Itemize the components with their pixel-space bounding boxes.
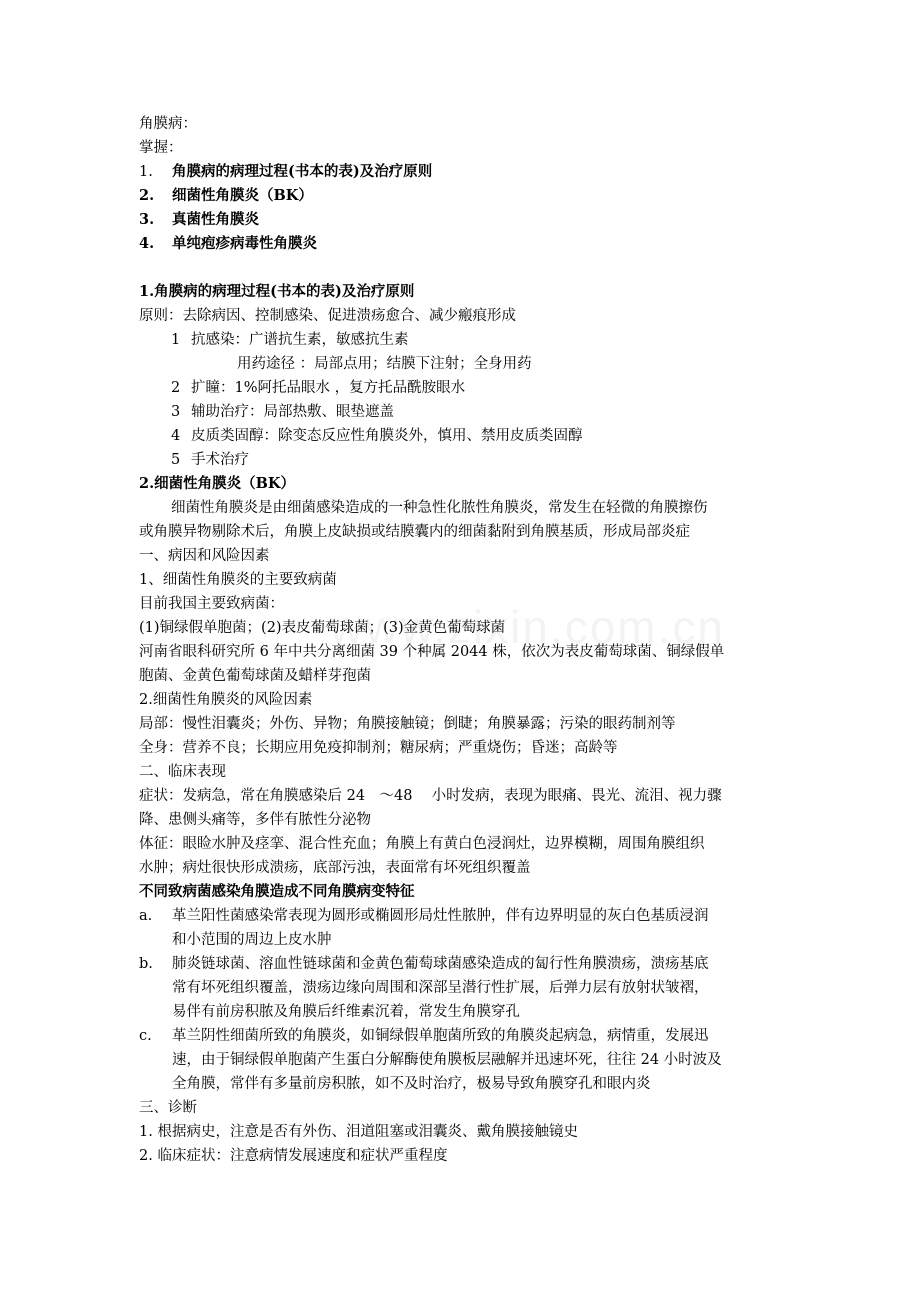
paragraph-line: 全身：营养不良；长期应用免疫抑制剂；糖尿病；严重烧伤；昏迷；高龄等 xyxy=(139,740,618,756)
list-item: a. 革兰阳性菌感染常表现为圆形或椭圆形局灶性脓肿，伴有边界明显的灰白色基质浸润 xyxy=(139,908,709,924)
toc-text: 角膜病的病理过程(书本的表)及治疗原则 xyxy=(172,163,433,180)
paragraph-line: 水肿；病灶很快形成溃疡，底部污浊，表面常有坏死组织覆盖 xyxy=(139,860,531,876)
toc-number: 3. xyxy=(139,211,155,228)
paragraph-line: 2. 临床症状：注意病情发展速度和症状严重程度 xyxy=(139,1148,448,1164)
toc-number: 1. xyxy=(139,164,153,180)
section-heading: 2.细菌性角膜炎（BK） xyxy=(139,475,295,492)
toc-item xyxy=(139,160,779,184)
paragraph-line: 症状：发病急，常在角膜感染后 24 ～48 小时发病，表现为眼痛、畏光、流泪、视力骤 xyxy=(139,788,722,804)
toc-item xyxy=(139,208,779,232)
list-item: c. 革兰阴性细菌所致的角膜炎，如铜绿假单胞菌所致的角膜炎起病急，病情重，发展迅 xyxy=(139,1028,709,1044)
subsection-title: 三、诊断 xyxy=(139,1100,197,1116)
toc-number: 4. xyxy=(139,235,155,252)
pathogen-list xyxy=(139,904,779,1096)
subsection-title: 二、临床表现 xyxy=(139,764,226,780)
toc-text: 单纯疱疹病毒性角膜炎 xyxy=(172,235,317,252)
toc-number: 2. xyxy=(139,187,155,204)
principle-text: 原则：去除病因、控制感染、促进溃疡愈合、减少瘢痕形成 xyxy=(139,308,516,324)
list-item-continuation: 易伴有前房积脓及角膜后纤维素沉着，常发生角膜穿孔 xyxy=(172,1004,520,1020)
toc-list xyxy=(139,160,779,256)
treatment-item: 1 抗感染：广谱抗生素，敏感抗生素 xyxy=(171,332,409,348)
paragraph-line: 局部：慢性泪囊炎；外伤、异物；角膜接触镜；倒睫；角膜暴露；污染的眼药制剂等 xyxy=(139,716,676,732)
paragraph-line: 或角膜异物剔除术后，角膜上皮缺损或结膜囊内的细菌黏附到角膜基质，形成局部炎症 xyxy=(139,524,690,540)
paragraph-line: 1. 根据病史，注意是否有外伤、泪道阻塞或泪囊炎、戴角膜接触镜史 xyxy=(139,1124,578,1140)
paragraph-line: 细菌性角膜炎是由细菌感染造成的一种急性化脓性角膜炎，常发生在轻微的角膜擦伤 xyxy=(171,500,708,516)
treatment-item: 2 扩瞳：1%阿托品眼水 ，复方托品酰胺眼水 xyxy=(171,380,466,396)
subsection-title: 一、病因和风险因素 xyxy=(139,548,270,564)
list-item-continuation: 和小范围的周边上皮水肿 xyxy=(172,932,332,948)
treatment-item: 4 皮质类固醇：除变态反应性角膜炎外，慎用、禁用皮质类固醇 xyxy=(171,428,583,444)
toc-text: 细菌性角膜炎（BK） xyxy=(172,187,313,204)
toc-item xyxy=(139,184,779,208)
treatment-subitem: 用药途径 ：局部点用；结膜下注射；全身用药 xyxy=(237,356,532,372)
subsection-title: 2.细菌性角膜炎的风险因素 xyxy=(139,692,313,708)
list-item-continuation: 速，由于铜绿假单胞菌产生蛋白分解酶使角膜板层融解并迅速坏死，往往 24 小时波及 xyxy=(172,1052,722,1068)
subsection-title: 1、细菌性角膜炎的主要致病菌 xyxy=(139,572,337,588)
list-item-continuation: 全角膜，常伴有多量前房积脓，如不及时治疗，极易导致角膜穿孔和眼内炎 xyxy=(172,1076,651,1092)
paragraph-line: 目前我国主要致病菌： xyxy=(139,596,284,612)
document-page xyxy=(139,112,779,1168)
spacer xyxy=(139,256,779,280)
paragraph-line: 体征：眼睑水肿及痉挛、混合性充血；角膜上有黄白色浸润灶，边界模糊，周围角膜组织 xyxy=(139,836,705,852)
subsection-title: 不同致病菌感染角膜造成不同角膜病变特征 xyxy=(139,883,415,900)
grasp-label: 掌握： xyxy=(139,140,183,156)
section-heading: 1.角膜病的病理过程(书本的表)及治疗原则 xyxy=(139,283,415,300)
paragraph-line: 降、患侧头痛等，多伴有脓性分泌物 xyxy=(139,812,371,828)
paragraph-line: 河南省眼科研究所 6 年中共分离细菌 39 个种属 2044 株，依次为表皮葡萄球菌、铜绿假单 xyxy=(139,644,725,660)
doc-title: 角膜病： xyxy=(139,116,197,132)
treatment-item: 3 辅助治疗：局部热敷、眼垫遮盖 xyxy=(171,404,394,420)
treatment-item: 5 手术治疗 xyxy=(171,452,249,468)
list-item: b. 肺炎链球菌、溶血性链球菌和金黄色葡萄球菌感染造成的匐行性角膜溃疡，溃疡基底 xyxy=(139,956,709,972)
list-item-continuation: 常有坏死组织覆盖，溃疡边缘向周围和深部呈潜行性扩展，后弹力层有放射状皱褶， xyxy=(172,980,709,996)
toc-text: 真菌性角膜炎 xyxy=(172,211,259,228)
paragraph-line: (1)铜绿假单胞菌；(2)表皮葡萄球菌；(3)金黄色葡萄球菌 xyxy=(139,620,506,636)
toc-item xyxy=(139,232,779,256)
paragraph-line: 胞菌、金黄色葡萄球菌及蜡样芽孢菌 xyxy=(139,668,371,684)
